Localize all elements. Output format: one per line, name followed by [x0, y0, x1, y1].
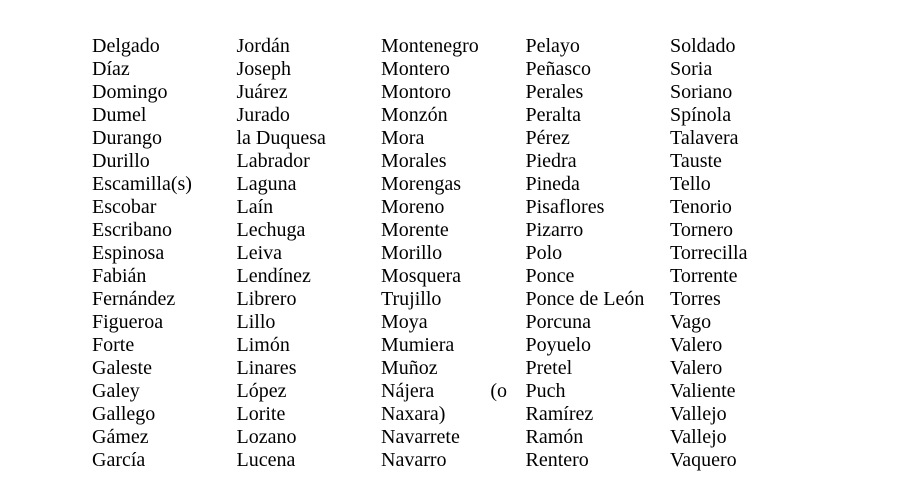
surname-line: Fabián [92, 265, 147, 287]
surname-line: Jordán [236, 35, 290, 57]
surname-line: Peralta [525, 104, 582, 126]
surname-line: Pizarro [525, 219, 584, 241]
surname-line: Talavera [670, 127, 739, 149]
surname-wrap-fragment: (o [490, 380, 507, 402]
surname-line: Polo [525, 242, 563, 264]
surname-line: Rentero [525, 449, 589, 471]
surname-line: Escribano [92, 219, 172, 241]
surname-line: Laín [236, 196, 274, 218]
surname-line: García [92, 449, 146, 471]
surname-line: Lendínez [236, 265, 311, 287]
surname-line: Domingo [92, 81, 168, 103]
surname-line: Naxara) [381, 403, 446, 425]
surname-line: Díaz [92, 58, 130, 80]
surname-line: Ramón [525, 426, 584, 448]
surname-line: Pineda [525, 173, 580, 195]
surname-line: Pérez [525, 127, 570, 149]
surname-line: Pisaflores [525, 196, 605, 218]
surname-line: Pretel [525, 357, 573, 379]
surname-line: Monzón [381, 104, 448, 126]
surname-line: Moreno [381, 196, 445, 218]
surname-line: Lechuga [236, 219, 306, 241]
surname-line: Moya [381, 311, 428, 333]
name-column-5 [670, 35, 815, 472]
surname-line: Navarrete [381, 426, 460, 448]
surname-line: Tornero [670, 219, 734, 241]
name-column-4 [526, 35, 671, 472]
surname-line: Torres [670, 288, 721, 310]
surname-line: Navarro [381, 449, 447, 471]
name-column-3 [381, 35, 526, 472]
surname-line: Durango [92, 127, 162, 149]
surname-line: Soria [670, 58, 713, 80]
surname-line: Tenorio [670, 196, 732, 218]
surname-line: López [236, 380, 287, 402]
surname-line: Labrador [236, 150, 310, 172]
surname-line: Fernández [92, 288, 176, 310]
surname-line: Poyuelo [525, 334, 592, 356]
surname-line: Galey [92, 380, 140, 402]
surname-line: Morales [381, 150, 447, 172]
surname-line: Morillo [381, 242, 443, 264]
surname-line: Vaquero [670, 449, 737, 471]
surname-line: Lorite [236, 403, 286, 425]
surname-line: Galeste [92, 357, 152, 379]
surname-line: Valero [670, 357, 723, 379]
surname-line: Durillo [92, 150, 150, 172]
surname-line: Jurado [236, 104, 290, 126]
surname-line: Montero [381, 58, 450, 80]
surname-line: Mumiera [381, 334, 455, 356]
surname-line: Tauste [670, 150, 722, 172]
surname-line: Morente [381, 219, 449, 241]
surname-line: Figueroa [92, 311, 164, 333]
surname-line: Laguna [236, 173, 297, 195]
surname-line: Pelayo [525, 35, 580, 57]
surname-line: Vallejo [670, 426, 727, 448]
surname-line: Soldado [670, 35, 736, 57]
name-column-1 [92, 35, 237, 472]
surname-line: Morengas [381, 173, 461, 195]
surname-columns [92, 35, 897, 472]
surname-line: Lucena [236, 449, 296, 471]
surname-line: Gámez [92, 426, 149, 448]
surname-line: Forte [92, 334, 135, 356]
surname-line: Torrecilla [670, 242, 748, 264]
surname-line: Lozano [236, 426, 297, 448]
surname-line: Espinosa [92, 242, 165, 264]
surname-line: Escamilla(s) [92, 173, 192, 195]
surname-line [381, 380, 507, 403]
surname-line: Trujillo [381, 288, 442, 310]
surname-line: Spínola [670, 104, 732, 126]
surname-line: Ponce [525, 265, 575, 287]
surname-line: Juárez [236, 81, 288, 103]
surname-line: Delgado [92, 35, 160, 57]
surname-line: Montenegro [381, 35, 479, 57]
surname-line: Soriano [670, 81, 733, 103]
surname-line: Piedra [525, 150, 577, 172]
surname-line: Linares [236, 357, 297, 379]
surname-line: Mosquera [381, 265, 461, 287]
surname-line: Vago [670, 311, 712, 333]
surname-text: Nájera [381, 380, 435, 402]
surname-line: Leiva [236, 242, 283, 264]
surname-line: Muñoz [381, 357, 438, 379]
name-column-2 [237, 35, 382, 472]
surname-line: Lillo [236, 311, 276, 333]
surname-line: Vallejo [670, 403, 727, 425]
surname-line: Montoro [381, 81, 451, 103]
surname-line: Puch [525, 380, 566, 402]
surname-line: Limón [236, 334, 290, 356]
surname-line: la Duquesa [236, 127, 326, 149]
surname-line: Ramírez [525, 403, 594, 425]
surname-line: Valero [670, 334, 723, 356]
surname-line: Escobar [92, 196, 157, 218]
surname-line: Ponce de León [525, 288, 645, 310]
surname-line: Valiente [670, 380, 736, 402]
surname-line: Librero [236, 288, 297, 310]
surname-line: Peñasco [525, 58, 592, 80]
surname-line: Dumel [92, 104, 147, 126]
surname-line: Mora [381, 127, 425, 149]
surname-line: Joseph [236, 58, 291, 80]
surname-line: Porcuna [525, 311, 592, 333]
surname-line: Tello [670, 173, 711, 195]
surname-line: Perales [525, 81, 584, 103]
surname-line: Torrente [670, 265, 738, 287]
surname-line: Gallego [92, 403, 156, 425]
